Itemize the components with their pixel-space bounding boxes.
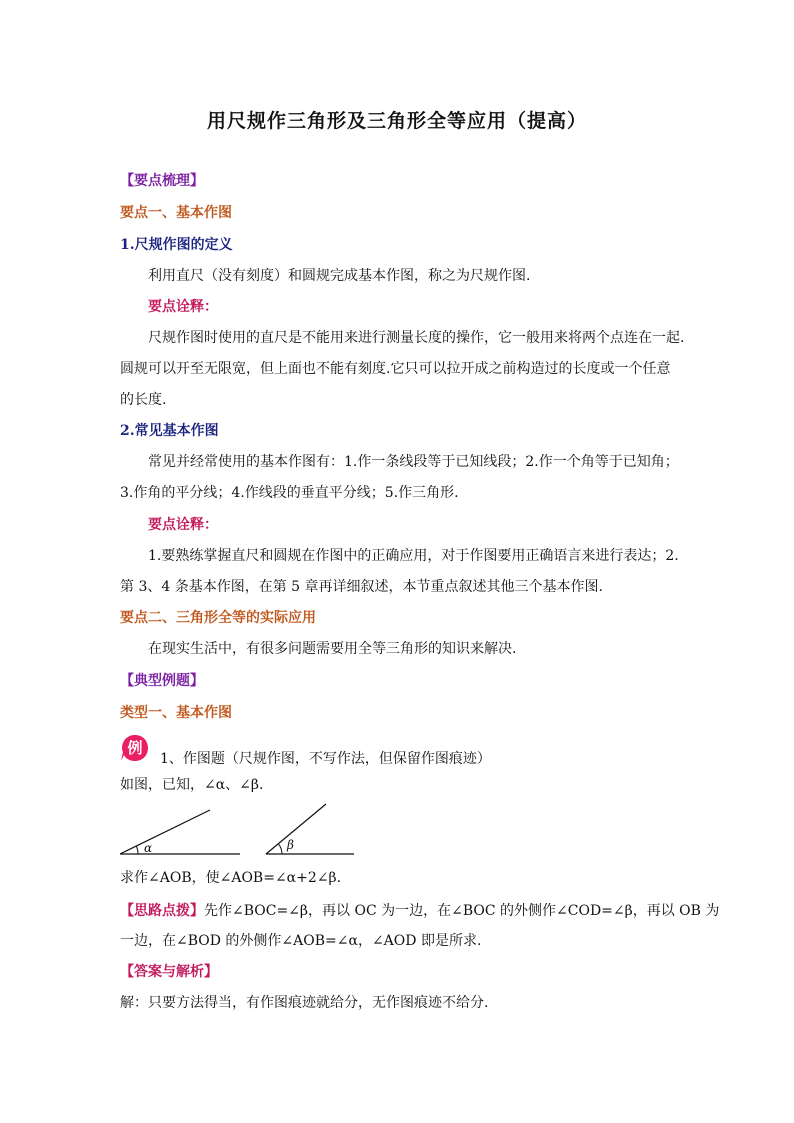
example1-title: 1、作图题（尺规作图，不写作法，但保留作图痕迹） [160,751,491,767]
page-title: 用尺规作三角形及三角形全等应用（提高） [206,110,587,132]
sub1-text: 利用直尺（没有刻度）和圆规完成基本作图，称之为尺规作图. [148,268,531,284]
note1-line3: 的长度. [120,392,167,408]
answer-text: 解：只要方法得当，有作图痕迹就给分，无作图痕迹不给分. [120,995,489,1011]
example-badge-icon [120,733,150,763]
hint-line1-row [120,902,719,920]
note2-line2: 第 3、4 条基本作图，在第 5 章再详细叙述，本节重点叙述其他三个基本作图. [120,579,603,595]
sub1-title: 1.尺规作图的定义 [120,237,233,253]
beta-label: β [287,838,294,852]
key-points-header: 【要点梳理】 [120,173,204,189]
example1-given: 如图，已知，∠α、∠β. [120,777,264,793]
angle-alpha-figure [118,806,244,858]
examples-header: 【典型例题】 [120,673,204,689]
point1-header: 要点一、基本作图 [120,205,232,221]
note2-line1: 1.要熟练掌握直尺和圆规在作图中的正确应用，对于作图要用正确语言来进行表达；2. [148,548,679,564]
note-label-1: 要点诠释： [148,299,218,315]
alpha-label: α [144,841,153,855]
angle-beta-figure [264,800,358,858]
type1-header: 类型一、基本作图 [120,705,232,721]
example-badge-text: 例 [127,739,143,757]
note1-line1: 尺规作图时使用的直尺是不能用来进行测量长度的操作，它一般用来将两个点连在一起. [148,330,685,346]
example1-ask: 求作∠AOB，使∠AOB=∠α+2∠β. [120,870,342,886]
hint-line1: 先作∠BOC=∠β，再以 OC 为一边，在∠BOC 的外侧作∠COD=∠β，再以 OB 为 [204,903,720,919]
sub2-title: 2.常见基本作图 [120,423,219,439]
note1-line2: 圆规可以开至无限宽，但上面也不能有刻度.它只可以拉开成之前构造过的长度或一个任意 [120,361,671,377]
hint-label: 【思路点拨】 [120,903,204,919]
sub2-line1: 常见并经常使用的基本作图有：1.作一条线段等于已知线段；2.作一个角等于已知角； [148,454,679,470]
answer-label: 【答案与解析】 [120,964,218,980]
point2-header: 要点二、三角形全等的实际应用 [120,610,316,626]
point2-text: 在现实生活中，有很多问题需要用全等三角形的知识来解决. [148,641,517,657]
note-label-2: 要点诠释： [148,517,218,533]
sub2-line2: 3.作角的平分线；4.作线段的垂直平分线；5.作三角形. [120,485,459,501]
hint-line2: 一边，在∠BOD 的外侧作∠AOB=∠α，∠AOD 即是所求. [120,933,482,949]
